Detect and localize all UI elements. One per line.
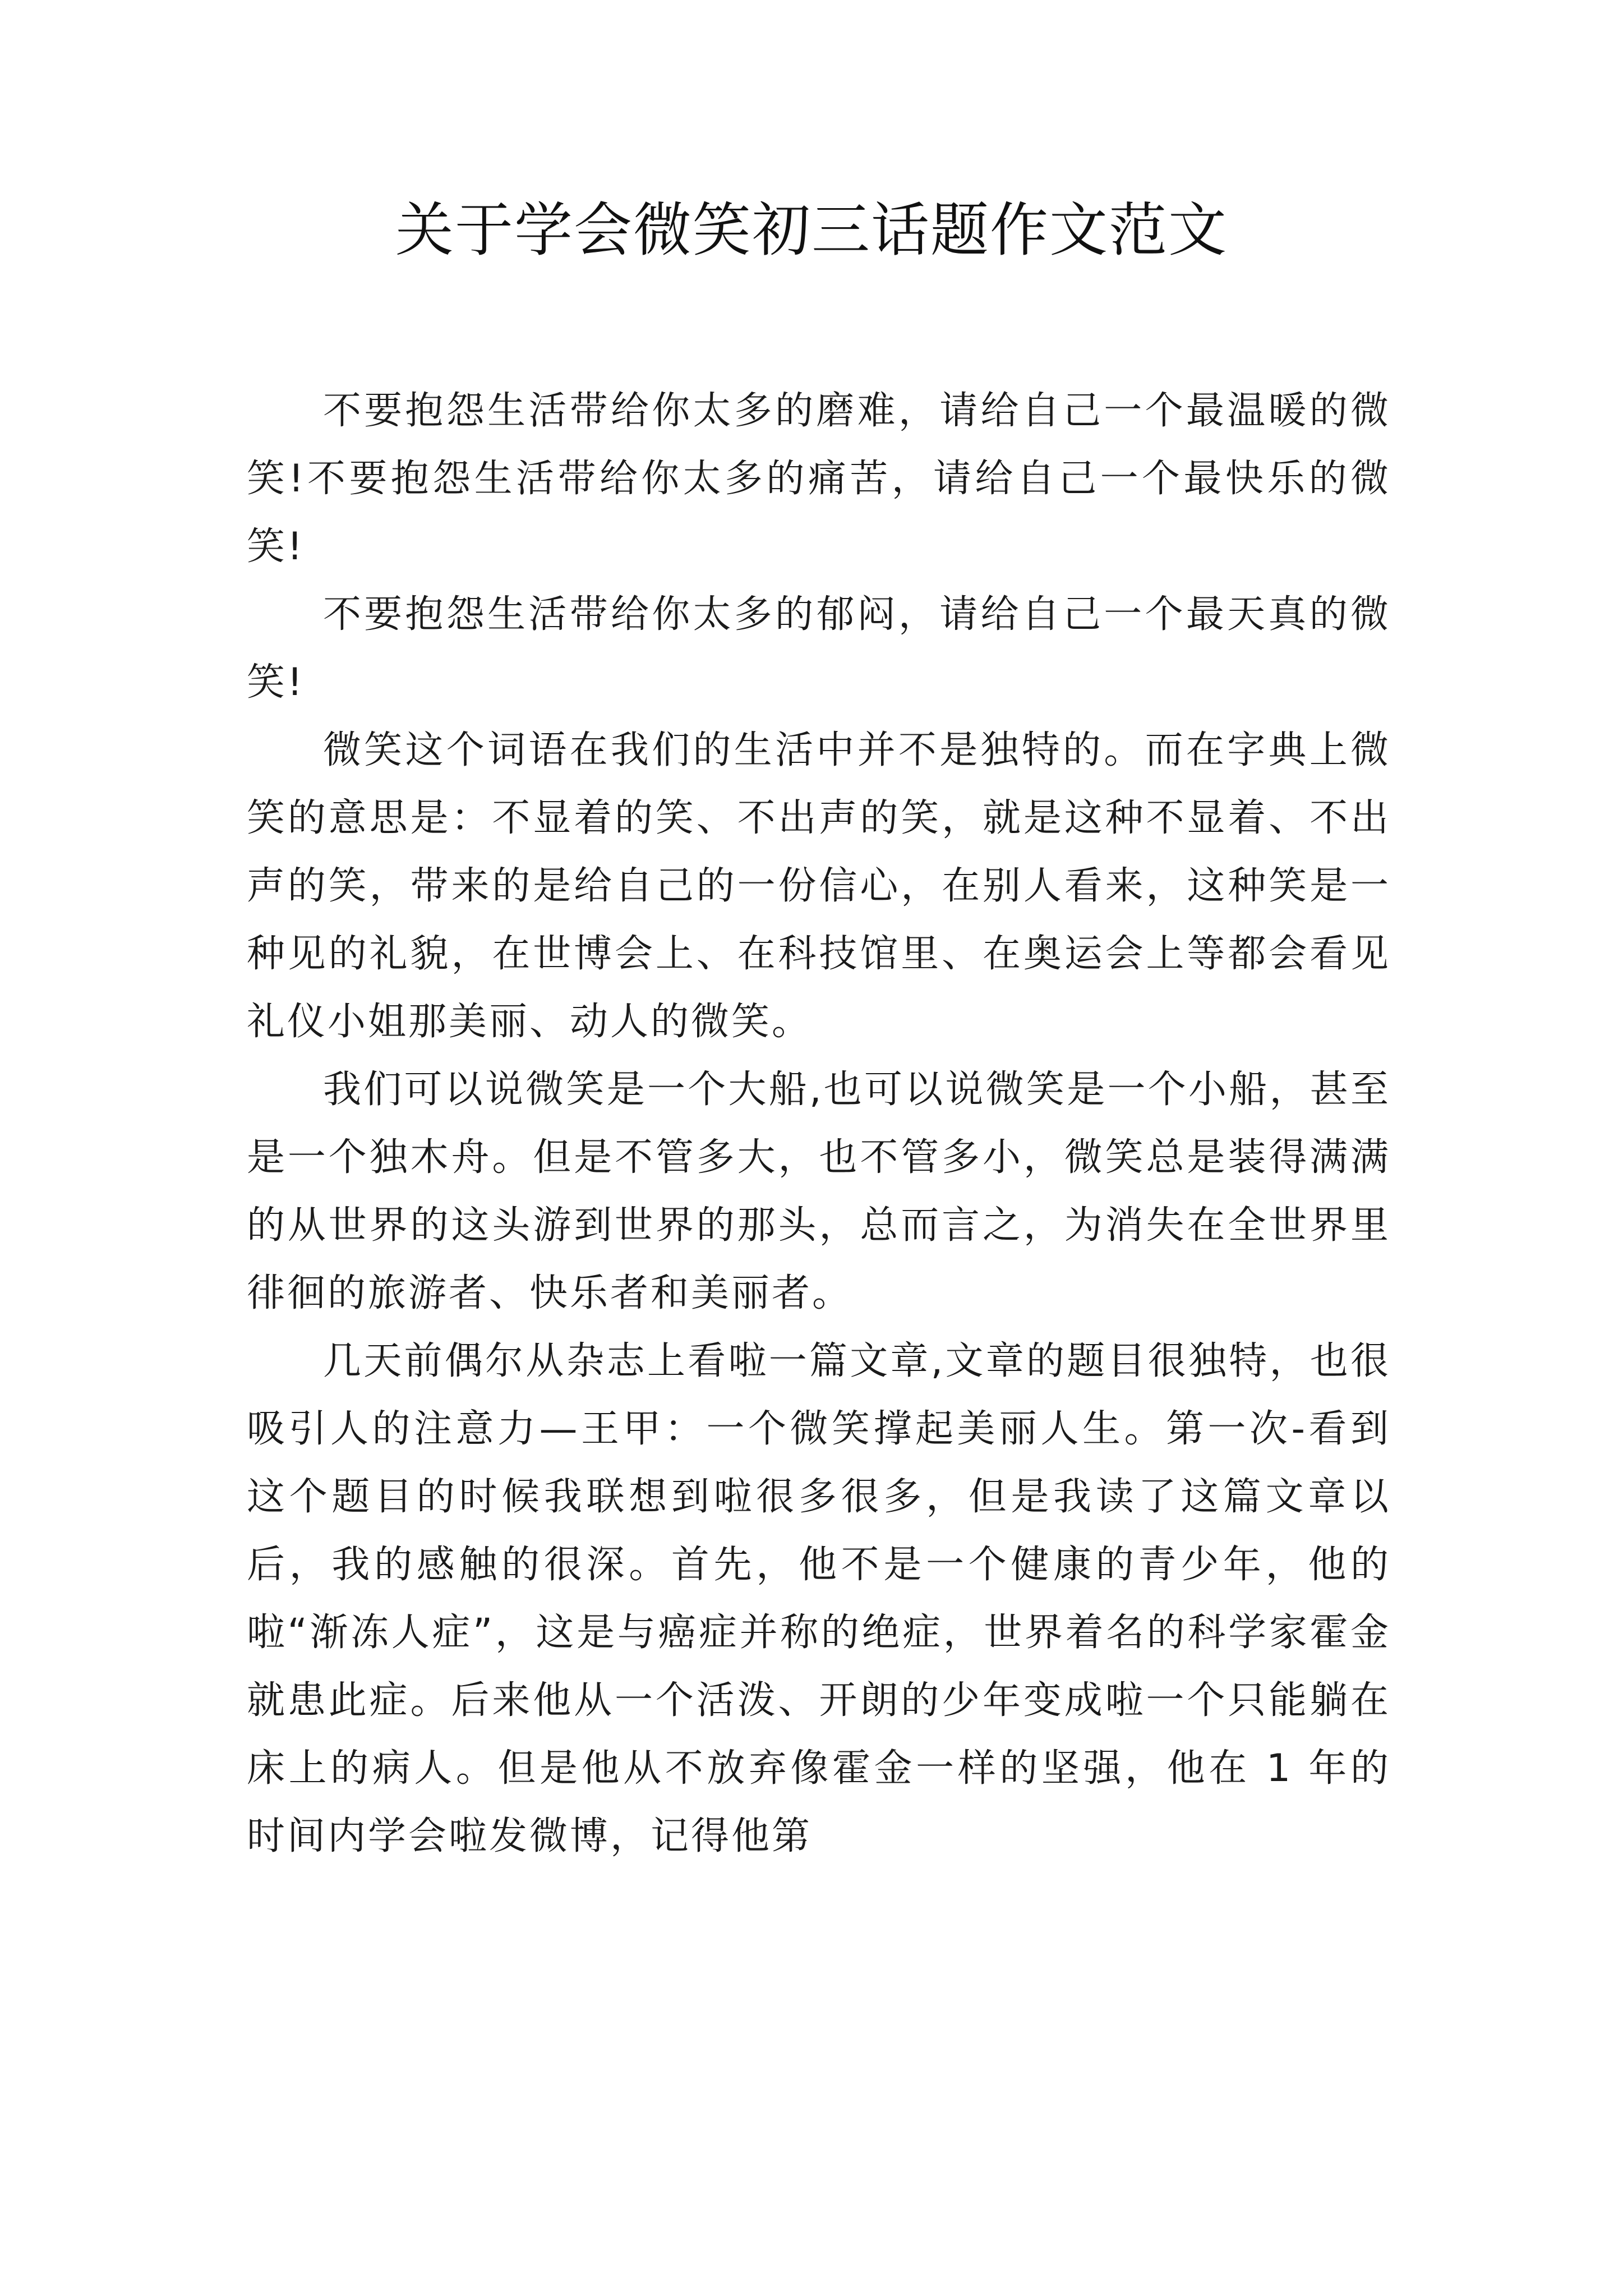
- paragraph-2: 不要抱怨生活带给你太多的郁闷，请给自己一个最天真的微笑!: [247, 592, 1391, 705]
- document-title: 关于学会微笑初三话题作文范文: [395, 196, 1228, 264]
- paragraph-3: 微笑这个词语在我们的生活中并不是独特的。而在字典上微笑的意思是：不显着的笑、不出声的笑，就是这种不显着、不出声的笑，带来的是给自己的一份信心，在别人看来，这种笑是一种见的礼貌，在世博会上、在科技馆里、在奥运会上等都会看见礼仪小姐那美丽、动人的微笑。: [247, 728, 1391, 1044]
- document-body: [247, 377, 1391, 1870]
- paragraph-5: 几天前偶尔从杂志上看啦一篇文章,文章的题目很独特，也很吸引人的注意力—王甲：一个微笑撑起美丽人生。第一次-看到这个题目的时候我联想到啦很多很多，但是我读了这篇文章以后，我的感触的很深。首先，他不是一个健康的青少年，他的啦“渐冻人症”，这是与癌症并称的绝症，世界着名的科学家霍金就患此症。后来他从一个活泼、开朗的少年变成啦一个只能躺在床上的病人。但是他从不放弃像霍金一样的坚强，他在 1 年的时间内学会啦发微博，记得他第: [247, 1339, 1391, 1858]
- paragraph-1: 不要抱怨生活带给你太多的磨难，请给自己一个最温暖的微笑!不要抱怨生活带给你太多的痛苦，请给自己一个最快乐的微笑!: [247, 389, 1391, 569]
- paragraph-4: 我们可以说微笑是一个大船,也可以说微笑是一个小船，甚至是一个独木舟。但是不管多大，也不管多小，微笑总是装得满满的从世界的这头游到世界的那头，总而言之，为消失在全世界里徘徊的旅游者、快乐者和美丽者。: [247, 1068, 1391, 1315]
